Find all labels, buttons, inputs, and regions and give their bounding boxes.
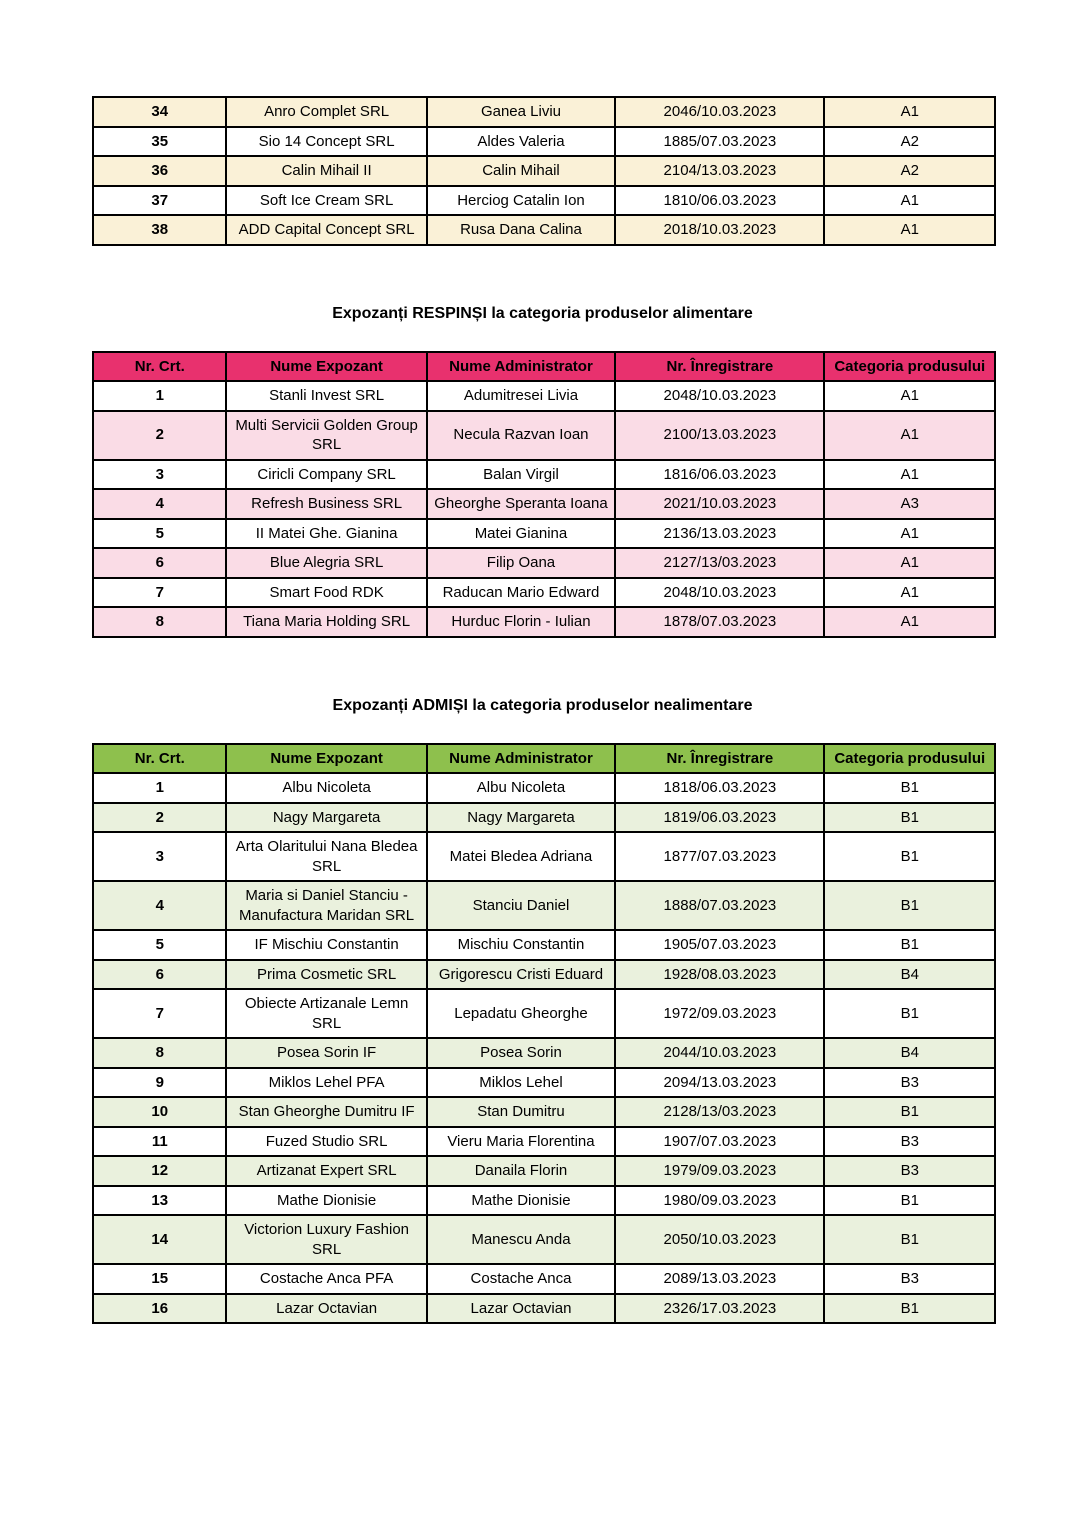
column-header: Nume Expozant — [226, 352, 426, 382]
row-number-cell: 4 — [93, 881, 226, 930]
section-admitted-food-continued — [0, 0, 1085, 246]
administrator-name-cell: Matei Bledea Adriana — [427, 832, 616, 881]
column-header: Nr. Crt. — [93, 744, 226, 774]
admitted-nonfood-heading: Expozanți ADMIȘI la categoria produselor nealimentare — [332, 696, 753, 714]
administrator-name-cell: Balan Virgil — [427, 460, 616, 490]
product-category-cell: A1 — [824, 460, 995, 490]
administrator-name-cell: Nagy Margareta — [427, 803, 616, 833]
product-category-cell: B4 — [824, 1038, 995, 1068]
product-category-cell: A1 — [824, 381, 995, 411]
product-category-cell: B1 — [824, 832, 995, 881]
administrator-name-cell: Herciog Catalin Ion — [427, 186, 616, 216]
row-number-cell: 9 — [93, 1068, 226, 1098]
header-row — [93, 352, 995, 382]
product-category-cell: B1 — [824, 773, 995, 803]
product-category-cell: B4 — [824, 960, 995, 990]
exhibitor-name-cell: II Matei Ghe. Gianina — [226, 519, 426, 549]
table-row — [93, 1068, 995, 1098]
exhibitor-name-cell: Stan Gheorghe Dumitru IF — [226, 1097, 426, 1127]
row-number-cell: 12 — [93, 1156, 226, 1186]
administrator-name-cell: Necula Razvan Ioan — [427, 411, 616, 460]
administrator-name-cell: Miklos Lehel — [427, 1068, 616, 1098]
registration-number-cell: 1877/07.03.2023 — [615, 832, 824, 881]
table-row — [93, 548, 995, 578]
table-row — [93, 1186, 995, 1216]
table-row — [93, 930, 995, 960]
table-row — [93, 960, 995, 990]
row-number-cell: 4 — [93, 489, 226, 519]
table-row — [93, 1215, 995, 1264]
table-row — [93, 773, 995, 803]
product-category-cell: B3 — [824, 1264, 995, 1294]
table-row — [93, 1127, 995, 1157]
administrator-name-cell: Posea Sorin — [427, 1038, 616, 1068]
column-header: Nr. Înregistrare — [615, 744, 824, 774]
administrator-name-cell: Stan Dumitru — [427, 1097, 616, 1127]
rejected-food-heading: Expozanți RESPINȘI la categoria produselor alimentare — [332, 304, 753, 322]
section-rejected-food — [0, 304, 1085, 638]
product-category-cell: B1 — [824, 930, 995, 960]
registration-number-cell: 2128/13/03.2023 — [615, 1097, 824, 1127]
rejected-food-table — [92, 351, 996, 638]
registration-number-cell: 1972/09.03.2023 — [615, 989, 824, 1038]
table-row — [93, 156, 995, 186]
table-row — [93, 381, 995, 411]
product-category-cell: B1 — [824, 881, 995, 930]
product-category-cell: B3 — [824, 1156, 995, 1186]
product-category-cell: B1 — [824, 1215, 995, 1264]
product-category-cell: A1 — [824, 519, 995, 549]
exhibitor-name-cell: ADD Capital Concept SRL — [226, 215, 426, 245]
row-number-cell: 38 — [93, 215, 226, 245]
administrator-name-cell: Matei Gianina — [427, 519, 616, 549]
exhibitor-name-cell: Obiecte Artizanale Lemn SRL — [226, 989, 426, 1038]
table-row — [93, 832, 995, 881]
exhibitor-name-cell: Costache Anca PFA — [226, 1264, 426, 1294]
row-number-cell: 35 — [93, 127, 226, 157]
table-row — [93, 186, 995, 216]
administrator-name-cell: Costache Anca — [427, 1264, 616, 1294]
exhibitor-name-cell: Stanli Invest SRL — [226, 381, 426, 411]
exhibitor-name-cell: Calin Mihail II — [226, 156, 426, 186]
exhibitor-name-cell: Anro Complet SRL — [226, 97, 426, 127]
registration-number-cell: 1819/06.03.2023 — [615, 803, 824, 833]
exhibitor-name-cell: Blue Alegria SRL — [226, 548, 426, 578]
exhibitor-name-cell: Prima Cosmetic SRL — [226, 960, 426, 990]
table-row — [93, 881, 995, 930]
administrator-name-cell: Lazar Octavian — [427, 1294, 616, 1324]
table-row — [93, 215, 995, 245]
exhibitor-name-cell: Albu Nicoleta — [226, 773, 426, 803]
administrator-name-cell: Adumitresei Livia — [427, 381, 616, 411]
product-category-cell: A1 — [824, 215, 995, 245]
administrator-name-cell: Mischiu Constantin — [427, 930, 616, 960]
table-row — [93, 1294, 995, 1324]
row-number-cell: 2 — [93, 803, 226, 833]
registration-number-cell: 2100/13.03.2023 — [615, 411, 824, 460]
row-number-cell: 1 — [93, 773, 226, 803]
table-row — [93, 989, 995, 1038]
exhibitor-name-cell: Sio 14 Concept SRL — [226, 127, 426, 157]
row-number-cell: 5 — [93, 930, 226, 960]
administrator-name-cell: Manescu Anda — [427, 1215, 616, 1264]
registration-number-cell: 1885/07.03.2023 — [615, 127, 824, 157]
exhibitor-name-cell: Multi Servicii Golden Group SRL — [226, 411, 426, 460]
product-category-cell: A2 — [824, 156, 995, 186]
administrator-name-cell: Aldes Valeria — [427, 127, 616, 157]
registration-number-cell: 2094/13.03.2023 — [615, 1068, 824, 1098]
table-row — [93, 519, 995, 549]
registration-number-cell: 2048/10.03.2023 — [615, 381, 824, 411]
column-header: Nume Administrator — [427, 744, 616, 774]
exhibitor-name-cell: Maria si Daniel Stanciu - Manufactura Maridan SRL — [226, 881, 426, 930]
table-row — [93, 489, 995, 519]
row-number-cell: 7 — [93, 989, 226, 1038]
row-number-cell: 2 — [93, 411, 226, 460]
row-number-cell: 14 — [93, 1215, 226, 1264]
administrator-name-cell: Calin Mihail — [427, 156, 616, 186]
registration-number-cell: 1878/07.03.2023 — [615, 607, 824, 637]
row-number-cell: 8 — [93, 607, 226, 637]
product-category-cell: A1 — [824, 607, 995, 637]
exhibitor-name-cell: Ciricli Company SRL — [226, 460, 426, 490]
admitted-nonfood-table — [92, 743, 996, 1325]
administrator-name-cell: Grigorescu Cristi Eduard — [427, 960, 616, 990]
administrator-name-cell: Vieru Maria Florentina — [427, 1127, 616, 1157]
administrator-name-cell: Lepadatu Gheorghe — [427, 989, 616, 1038]
registration-number-cell: 2021/10.03.2023 — [615, 489, 824, 519]
row-number-cell: 3 — [93, 460, 226, 490]
table-row — [93, 97, 995, 127]
row-number-cell: 15 — [93, 1264, 226, 1294]
table-row — [93, 607, 995, 637]
product-category-cell: A3 — [824, 489, 995, 519]
row-number-cell: 8 — [93, 1038, 226, 1068]
registration-number-cell: 2050/10.03.2023 — [615, 1215, 824, 1264]
table-row — [93, 411, 995, 460]
column-header: Nume Administrator — [427, 352, 616, 382]
column-header: Nr. Crt. — [93, 352, 226, 382]
administrator-name-cell: Albu Nicoleta — [427, 773, 616, 803]
registration-number-cell: 2046/10.03.2023 — [615, 97, 824, 127]
registration-number-cell: 1980/09.03.2023 — [615, 1186, 824, 1216]
product-category-cell: B3 — [824, 1068, 995, 1098]
table-row — [93, 127, 995, 157]
product-category-cell: B1 — [824, 1186, 995, 1216]
row-number-cell: 1 — [93, 381, 226, 411]
registration-number-cell: 1928/08.03.2023 — [615, 960, 824, 990]
row-number-cell: 36 — [93, 156, 226, 186]
exhibitor-name-cell: Soft Ice Cream SRL — [226, 186, 426, 216]
administrator-name-cell: Gheorghe Speranta Ioana — [427, 489, 616, 519]
row-number-cell: 11 — [93, 1127, 226, 1157]
row-number-cell: 34 — [93, 97, 226, 127]
table-row — [93, 1097, 995, 1127]
registration-number-cell: 1905/07.03.2023 — [615, 930, 824, 960]
administrator-name-cell: Filip Oana — [427, 548, 616, 578]
registration-number-cell: 2089/13.03.2023 — [615, 1264, 824, 1294]
registration-number-cell: 1888/07.03.2023 — [615, 881, 824, 930]
administrator-name-cell: Danaila Florin — [427, 1156, 616, 1186]
administrator-name-cell: Mathe Dionisie — [427, 1186, 616, 1216]
product-category-cell: A1 — [824, 548, 995, 578]
product-category-cell: B1 — [824, 803, 995, 833]
registration-number-cell: 1907/07.03.2023 — [615, 1127, 824, 1157]
exhibitor-name-cell: Smart Food RDK — [226, 578, 426, 608]
product-category-cell: A1 — [824, 97, 995, 127]
registration-number-cell: 2127/13/03.2023 — [615, 548, 824, 578]
exhibitor-name-cell: Lazar Octavian — [226, 1294, 426, 1324]
product-category-cell: A1 — [824, 411, 995, 460]
exhibitor-name-cell: Victorion Luxury Fashion SRL — [226, 1215, 426, 1264]
administrator-name-cell: Raducan Mario Edward — [427, 578, 616, 608]
exhibitor-name-cell: Tiana Maria Holding SRL — [226, 607, 426, 637]
administrator-name-cell: Ganea Liviu — [427, 97, 616, 127]
row-number-cell: 37 — [93, 186, 226, 216]
registration-number-cell: 2044/10.03.2023 — [615, 1038, 824, 1068]
header-row — [93, 744, 995, 774]
exhibitor-name-cell: Arta Olaritului Nana Bledea SRL — [226, 832, 426, 881]
row-number-cell: 6 — [93, 548, 226, 578]
table-row — [93, 1156, 995, 1186]
product-category-cell: B1 — [824, 1294, 995, 1324]
exhibitor-name-cell: Mathe Dionisie — [226, 1186, 426, 1216]
exhibitor-name-cell: IF Mischiu Constantin — [226, 930, 426, 960]
section-admitted-nonfood — [0, 696, 1085, 1325]
admitted-food-table-continued — [92, 96, 996, 246]
row-number-cell: 6 — [93, 960, 226, 990]
row-number-cell: 16 — [93, 1294, 226, 1324]
column-header: Categoria produsului — [824, 744, 995, 774]
exhibitor-name-cell: Miklos Lehel PFA — [226, 1068, 426, 1098]
registration-number-cell: 2326/17.03.2023 — [615, 1294, 824, 1324]
row-number-cell: 7 — [93, 578, 226, 608]
registration-number-cell: 2104/13.03.2023 — [615, 156, 824, 186]
exhibitor-name-cell: Fuzed Studio SRL — [226, 1127, 426, 1157]
product-category-cell: B3 — [824, 1127, 995, 1157]
row-number-cell: 13 — [93, 1186, 226, 1216]
registration-number-cell: 2048/10.03.2023 — [615, 578, 824, 608]
product-category-cell: A1 — [824, 578, 995, 608]
product-category-cell: A2 — [824, 127, 995, 157]
registration-number-cell: 1810/06.03.2023 — [615, 186, 824, 216]
registration-number-cell: 1818/06.03.2023 — [615, 773, 824, 803]
column-header: Nr. Înregistrare — [615, 352, 824, 382]
table-row — [93, 1038, 995, 1068]
row-number-cell: 3 — [93, 832, 226, 881]
administrator-name-cell: Hurduc Florin - Iulian — [427, 607, 616, 637]
administrator-name-cell: Rusa Dana Calina — [427, 215, 616, 245]
registration-number-cell: 2018/10.03.2023 — [615, 215, 824, 245]
exhibitor-name-cell: Posea Sorin IF — [226, 1038, 426, 1068]
row-number-cell: 10 — [93, 1097, 226, 1127]
table-row — [93, 460, 995, 490]
product-category-cell: B1 — [824, 989, 995, 1038]
registration-number-cell: 1979/09.03.2023 — [615, 1156, 824, 1186]
product-category-cell: B1 — [824, 1097, 995, 1127]
column-header: Nume Expozant — [226, 744, 426, 774]
column-header: Categoria produsului — [824, 352, 995, 382]
table-row — [93, 1264, 995, 1294]
table-row — [93, 578, 995, 608]
registration-number-cell: 1816/06.03.2023 — [615, 460, 824, 490]
exhibitor-name-cell: Nagy Margareta — [226, 803, 426, 833]
administrator-name-cell: Stanciu Daniel — [427, 881, 616, 930]
exhibitor-name-cell: Refresh Business SRL — [226, 489, 426, 519]
table-row — [93, 803, 995, 833]
row-number-cell: 5 — [93, 519, 226, 549]
product-category-cell: A1 — [824, 186, 995, 216]
registration-number-cell: 2136/13.03.2023 — [615, 519, 824, 549]
exhibitor-name-cell: Artizanat Expert SRL — [226, 1156, 426, 1186]
